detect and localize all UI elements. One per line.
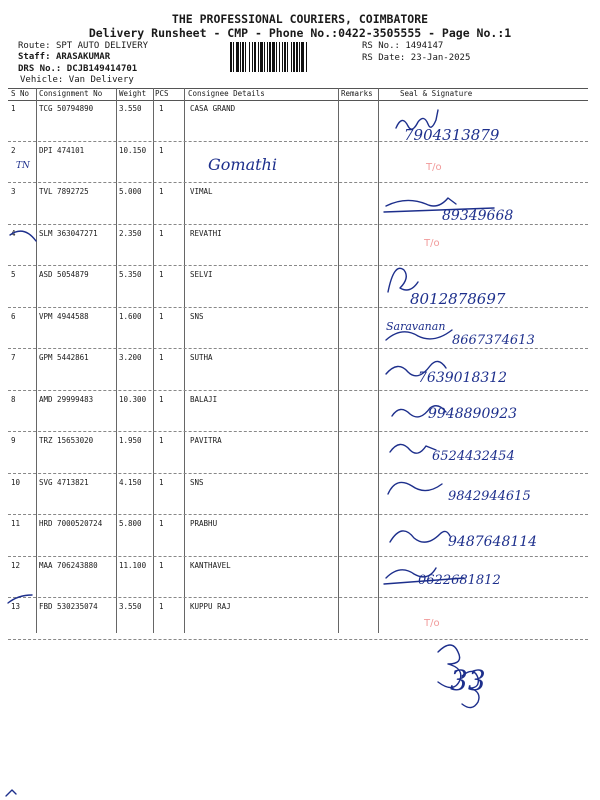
staff-value: ARASAKUMAR: [55, 52, 111, 62]
row-sno: 4: [11, 228, 16, 238]
rs-no-label: RS No.:: [362, 41, 400, 51]
table-row: [8, 598, 588, 638]
row-sno: 2: [11, 145, 16, 155]
stamp-mark-row4: T/o: [424, 238, 440, 249]
tn-mark: TN: [16, 161, 30, 171]
row-sno: 5: [11, 270, 16, 279]
row-consignee: PAVITRA: [190, 436, 222, 445]
vehicle-line: [20, 75, 134, 86]
table-row: [8, 474, 588, 514]
header-weight: Weight: [119, 89, 147, 98]
rs-no-line: [362, 41, 443, 52]
signature-number-row5: 8012878697: [410, 290, 506, 308]
table-row: [8, 349, 588, 389]
row-consignment-no: MAA 706243880: [39, 560, 98, 570]
bottom-scribble: [438, 645, 461, 688]
row-weight: 3.550: [119, 104, 142, 113]
signature-number-row1: 7904313879: [404, 126, 500, 144]
row-consignee: PRABHU: [190, 519, 218, 528]
row-pcs: 1: [159, 519, 164, 528]
signature-name-row2: Gomathi: [208, 155, 277, 174]
signature-number-row3: 89349668: [442, 208, 514, 224]
bottom-scribble: [462, 671, 479, 707]
header-consignee: Consignee Details: [188, 89, 265, 98]
row-weight: 1.950: [119, 436, 142, 445]
row-consignee: BALAJI: [190, 394, 218, 404]
rs-date-line: [362, 53, 470, 64]
row-weight: 5.800: [119, 519, 142, 528]
signature-number-row9: 6524432454: [432, 449, 515, 464]
row-sno: 3: [11, 187, 16, 196]
stamp-mark-row13: T/o: [424, 618, 440, 629]
row-sno: 12: [11, 560, 21, 570]
row-weight: 11.100: [119, 560, 147, 570]
barcode: [230, 42, 356, 72]
row-sno: 9: [11, 436, 16, 445]
signature-name-row6: Saravanan: [386, 320, 446, 333]
route-line: [18, 41, 148, 52]
table-row: [8, 391, 588, 431]
header-sno: S No: [11, 89, 30, 98]
row-consignment-no: ASD 5054879: [39, 270, 89, 279]
row-consignee: CASA GRAND: [190, 104, 236, 113]
route-label: Route:: [18, 41, 51, 51]
row-consignee: SNS: [190, 311, 204, 321]
row-weight: 3.200: [119, 353, 142, 362]
row-consignment-no: TVL 7892725: [39, 187, 89, 196]
stamp-mark-row2: T/o: [426, 162, 442, 173]
row-consignment-no: DPI 474101: [39, 145, 85, 155]
row-consignee: KUPPU RAJ: [190, 602, 231, 611]
row-pcs: 1: [159, 270, 164, 279]
document-subtitle: Delivery Runsheet - CMP - Phone No.:0422-3505555 - Page No.:1: [88, 26, 512, 40]
drs-label: DRS No.:: [18, 64, 62, 74]
table-row: [8, 225, 588, 265]
signature-number-row6: 8667374613: [452, 333, 535, 348]
header-remarks: Remarks: [341, 89, 373, 98]
row-sno: 13: [11, 602, 21, 611]
row-pcs: 1: [159, 477, 164, 487]
row-consignment-no: SVG 4713821: [39, 477, 89, 487]
table-row: [8, 557, 588, 597]
row-consignment-no: TRZ 15653020: [39, 436, 94, 445]
rs-no-value: 1494147: [405, 41, 444, 51]
header-seal: Seal & Signature: [400, 89, 473, 98]
drs-value: DCJB149414701: [66, 64, 138, 74]
row-consignee: SELVI: [190, 270, 213, 279]
row-sno: 6: [11, 311, 16, 321]
row-consignment-no: TCG 50794890: [39, 104, 94, 113]
row-pcs: 1: [159, 104, 164, 113]
row-pcs: 1: [159, 187, 164, 196]
row-pcs: 1: [159, 311, 164, 321]
row-consignee: VIMAL: [190, 187, 213, 196]
row-consignee: KANTHAVEL: [190, 560, 231, 570]
signature-number-row8: 9948890923: [428, 406, 518, 422]
staff-label: Staff:: [18, 52, 51, 62]
row-weight: 5.000: [119, 187, 142, 196]
header-pcs: PCS: [155, 89, 169, 98]
row-weight: 5.350: [119, 270, 142, 279]
row-sno: 10: [11, 477, 21, 487]
row-pcs: 1: [159, 394, 164, 404]
bottom-handwritten-mark: 33: [450, 664, 486, 697]
table-row: [8, 100, 588, 140]
row-consignee: REVATHI: [190, 228, 222, 238]
row-pcs: 1: [159, 602, 164, 611]
row-sno: 7: [11, 353, 16, 362]
table-row: [8, 308, 588, 348]
barcode-bar: [307, 42, 308, 72]
row-consignment-no: FBD 530235074: [39, 602, 98, 611]
row-sno: 8: [11, 394, 16, 404]
vehicle-value: Van Delivery: [68, 75, 134, 85]
row-pcs: 1: [159, 560, 164, 570]
table-row: [8, 142, 588, 182]
drs-line: [18, 64, 137, 75]
signature-number-row10: 9842944615: [448, 489, 531, 504]
row-consignment-no: VPM 4944588: [39, 311, 89, 321]
row-divider: [8, 639, 588, 640]
row-pcs: 1: [159, 436, 164, 445]
signature-number-row7: 7639018312: [418, 370, 508, 386]
row-weight: 4.150: [119, 477, 142, 487]
row-sno: 11: [11, 519, 21, 528]
row-weight: 2.350: [119, 228, 142, 238]
signature-number-row11: 9487648114: [448, 534, 538, 550]
table-row: [8, 266, 588, 306]
corner-mark: [6, 790, 16, 796]
rs-date-label: RS Date:: [362, 53, 406, 63]
row-consignee: SNS: [190, 477, 204, 487]
staff-line: [18, 52, 110, 63]
route-value: SPT AUTO DELIVERY: [55, 41, 149, 51]
document-title: THE PROFESSIONAL COURIERS, COIMBATORE: [171, 12, 429, 26]
row-pcs: 1: [159, 353, 164, 362]
row-consignment-no: GPM 5442861: [39, 353, 89, 362]
row-pcs: 1: [159, 228, 164, 238]
rs-date-value: 23-Jan-2025: [410, 53, 471, 63]
row-pcs: 1: [159, 145, 164, 155]
table-row: [8, 432, 588, 472]
row-consignee: SUTHA: [190, 353, 213, 362]
table-row: [8, 515, 588, 555]
signature-number-row12: 0622681812: [418, 573, 501, 588]
row-sno: 1: [11, 104, 16, 113]
row-consignment-no: SLM 363047271: [39, 228, 98, 238]
row-weight: 10.300: [119, 394, 147, 404]
header-consignment: Consignment No: [39, 89, 103, 98]
table-row: [8, 183, 588, 223]
row-consignment-no: AMD 29999483: [39, 394, 94, 404]
table-header: [8, 88, 588, 100]
row-consignment-no: HRD 7000520724: [39, 519, 103, 528]
row-weight: 1.600: [119, 311, 142, 321]
row-weight: 3.550: [119, 602, 142, 611]
vehicle-label: Vehicle:: [20, 75, 64, 85]
row-weight: 10.150: [119, 145, 147, 155]
